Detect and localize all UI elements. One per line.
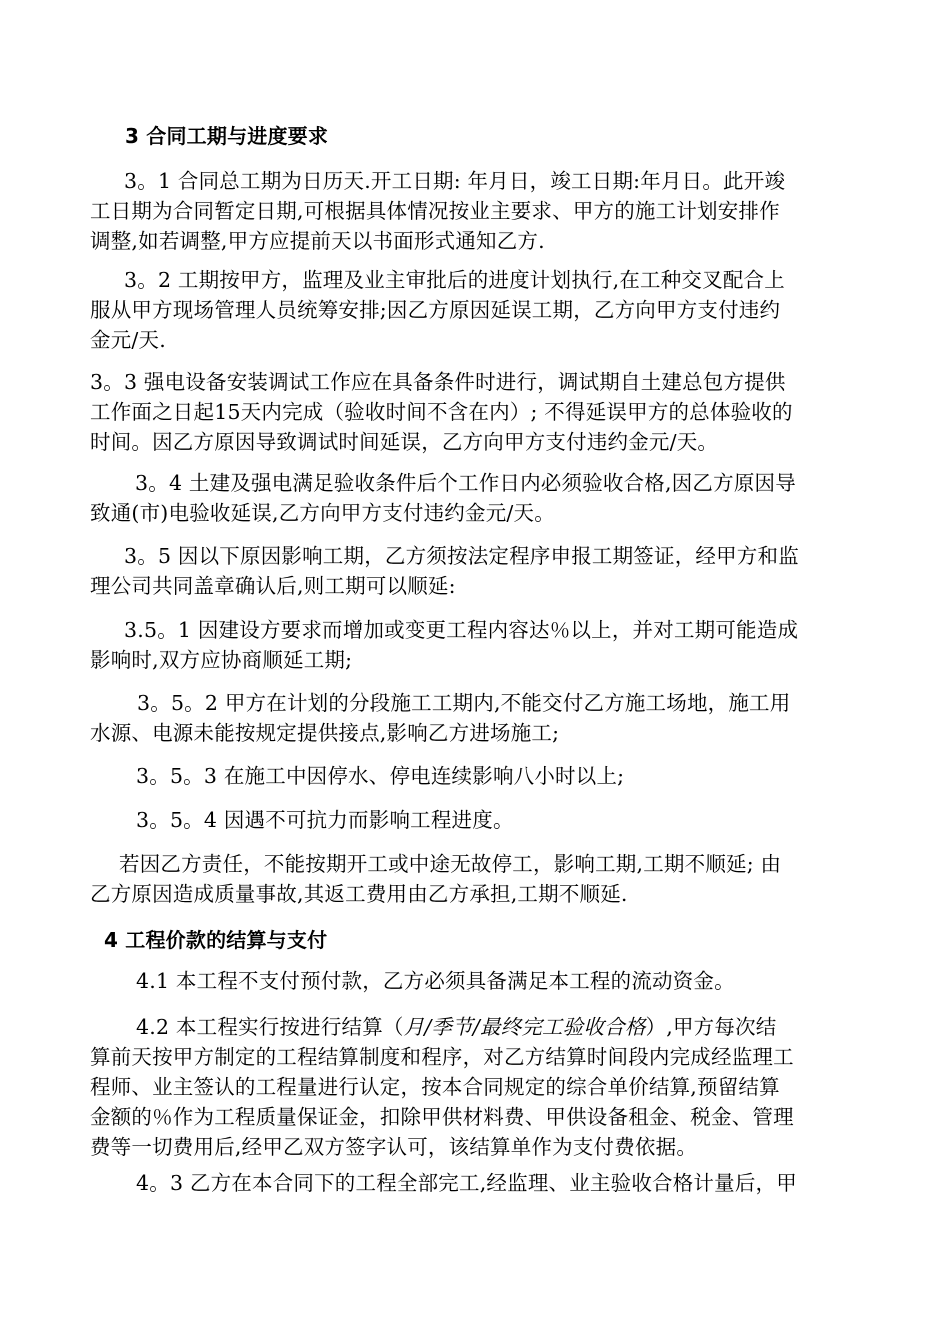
settlement-cycle-options: 月/季节/最终完工验收合格 — [403, 1015, 646, 1039]
clause-3-2-line-3: 金元/天. — [90, 328, 166, 352]
delay-responsibility-line-2: 乙方原因造成质量事故,其返工费用由乙方承担,工期不顺延. — [90, 882, 628, 906]
clause-4-2-line-4: 金额的％作为工程质量保证金，扣除甲供材料费、甲供设备租金、税金、管理 — [90, 1105, 794, 1129]
clause-3-2-line-1: 3。2 工期按甲方，监理及业主审批后的进度计划执行,在工种交叉配合上 — [124, 268, 785, 292]
clause-3-5-line-2: 理公司共同盖章确认后,则工期可以顺延: — [90, 574, 456, 598]
clause-3-3-line-3: 时间。因乙方原因导致调试时间延误，乙方向甲方支付违约金元/天。 — [90, 430, 719, 454]
clause-4-2-line-3: 程师、业主签认的工程量进行认定，按本合同规定的综合单价结算,预留结算 — [90, 1075, 780, 1099]
clause-3-5-1-line-1: 3.5。1 因建设方要求而增加或变更工程内容达％以上，并对工期可能造成 — [124, 618, 799, 642]
clause-3-1-line-2: 工日期为合同暂定日期,可根据具体情况按业主要求、甲方的施工计划安排作 — [90, 199, 780, 223]
clause-4-2-line-5: 费等一切费用后,经甲乙双方签字认可，该结算单作为支付费依据。 — [90, 1135, 698, 1159]
clause-3-4-line-1: 3。4 土建及强电满足验收条件后个工作日内必须验收合格,因乙方原因导 — [135, 471, 796, 495]
clause-4-1: 4.1 本工程不支付预付款，乙方必须具备满足本工程的流动资金。 — [136, 969, 735, 993]
clause-4-2-line-1-end: ）,甲方每次结 — [645, 1015, 777, 1039]
delay-responsibility-line-1: 若因乙方责任，不能按期开工或中途无故停工，影响工期,工期不顺延; 由 — [119, 852, 782, 876]
clause-3-5-2-line-2: 水源、电源未能按规定提供接点,影响乙方进场施工; — [90, 721, 560, 745]
clause-3-1-line-1: 3。1 合同总工期为日历天.开工日期: 年月日，竣工日期:年月日。此开竣 — [124, 169, 786, 193]
section-4-heading: 4 工程价款的结算与支付 — [104, 928, 328, 952]
clause-3-4-line-2: 致通(市)电验收延误,乙方向甲方支付违约金元/天。 — [90, 501, 555, 525]
clause-3-3-line-2: 工作面之日起15天内完成（验收时间不含在内）; 不得延误甲方的总体验收的 — [90, 400, 793, 424]
clause-4-2-line-1 — [136, 1012, 860, 1042]
clause-4-2-line-1-start: 4.2 本工程实行按进行结算（ — [136, 1015, 404, 1039]
clause-4-3-line-1: 4。3 乙方在本合同下的工程全部完工,经监理、业主验收合格计量后，甲 — [136, 1171, 797, 1195]
clause-3-5-line-1: 3。5 因以下原因影响工期，乙方须按法定程序申报工期签证，经甲方和监 — [124, 544, 799, 568]
clause-3-3-line-1: 3。3 强电设备安装调试工作应在具备条件时进行，调试期自土建总包方提供 — [90, 370, 786, 394]
clause-3-2-line-2: 服从甲方现场管理人员统筹安排;因乙方原因延误工期，乙方向甲方支付违约 — [90, 298, 781, 322]
clause-3-5-1-line-2: 影响时,双方应协商顺延工期; — [90, 648, 353, 672]
clause-3-5-3: 3。5。3 在施工中因停水、停电连续影响八小时以上; — [136, 764, 625, 788]
clause-4-2-line-2: 算前天按甲方制定的工程结算制度和程序，对乙方结算时间段内完成经监理工 — [90, 1045, 794, 1069]
clause-3-1-line-3: 调整,如若调整,甲方应提前天以书面形式通知乙方. — [90, 229, 545, 253]
section-3-heading: 3 合同工期与进度要求 — [125, 124, 329, 148]
clause-3-5-4: 3。5。4 因遇不可抗力而影响工程进度。 — [136, 808, 514, 832]
clause-3-5-2-line-1: 3。5。2 甲方在计划的分段施工工期内,不能交付乙方施工场地，施工用 — [137, 691, 791, 715]
